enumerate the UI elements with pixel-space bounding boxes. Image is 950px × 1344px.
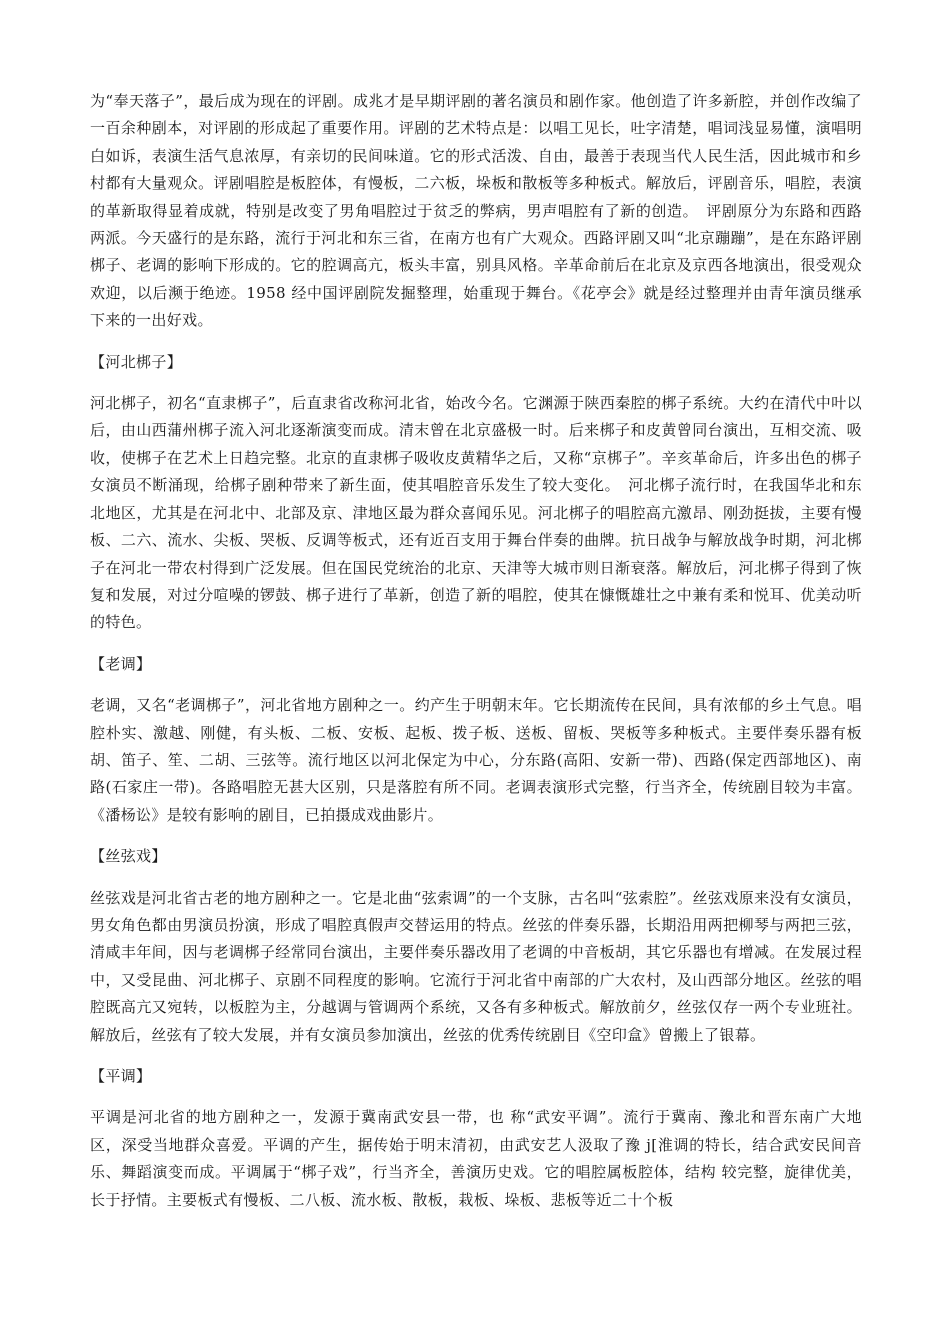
section-heading-pingdiao: 【平调】 [90,1067,152,1085]
paragraph-pingdiao: 平调是河北省的地方剧种之一，发源于冀南武安县一带，也 称“武安平调”。流行于冀南、豫北和晋东南广大地区，深受当地群众喜爱。平调的产生，据传始于明末清初，由武安艺人汲取了豫 j[淮调的特长，结合武安民间音乐、舞蹈演变而成。平调属于“梆子戏”，行当齐全，善演历史戏。它的唱腔属板腔体，结构 较完整，旋律优美，长于抒情。主要板式有慢板、二八板、流水板、散板，栽板、垛板、悲板等近二十个板 [90,1108,862,1209]
section-heading-hebei-bangzi: 【河北梆子】 [90,352,183,371]
paragraph-sixian: 丝弦戏是河北省古老的地方剧种之一。它是北曲“弦索调”的一个支脉，古名叫“弦索腔”。丝弦戏原来没有女演员，男女角色都由男演员扮演，形成了唱腔真假声交替运用的特点。丝弦的伴奏乐器，长期沿用两把柳琴与两把三弦，清咸丰年间，因与老调梆子经常同台演出，主要伴奏乐器改用了老调的中音板胡，其它乐器也有增减。在发展过程中，又受昆曲、河北梆子、京剧不同程度的影响。它流行于河北省中南部的广大农村，及山西部分地区。丝弦的唱腔既高亢又宛转，以板腔为主，分越调与管调两个系统，又各有多种板式。解放前夕，丝弦仅存一两个专业班社。解放后，丝弦有了较大发展，并有女演员参加演出，丝弦的优秀传统剧目《空印盒》曾搬上了银幕。 [90,888,862,1044]
paragraph-laodiao: 老调，又名“老调梆子”，河北省地方剧种之一。约产生于明朝末年。它长期流传在民间，具有浓郁的乡土气息。唱腔朴实、激越、刚健，有头板、二板、安板、起板、拨子板、送板、留板、哭板等多种板式。主要伴奏乐器有板胡、笛子、笙、二胡、三弦等。流行地区以河北保定为中心，分东路(高阳、安新一带)、西路(保定西部地区)、南路(石家庄一带)。各路唱腔无甚大区别，只是落腔有所不同。老调表演形式完整，行当齐全，传统剧目较为丰富。《潘杨讼》是较有影响的剧目，已拍摄成戏曲影片。 [90,696,862,824]
document-page [90,88,862,1214]
paragraph-hebei-bangzi: 河北梆子，初名“直隶梆子”，后直隶省改称河北省，始改今名。它渊源于陕西秦腔的梆子系统。大约在清代中叶以后，由山西蒲州梆子流入河北逐渐演变而成。清末曾在北京盛极一时。后来梆子和皮黄曾同台演出，互相交流、吸收，使梆子在艺术上日趋完整。北京的直隶梆子吸收皮黄精华之后，又称“京梆子”。辛亥革命后，许多出色的梆子女演员不断涌现，给梆子剧种带来了新生面，使其唱腔音乐发生了较大变化。 河北梆子流行时，在我国华北和东北地区，尤其是在河北中、北部及京、津地区最为群众喜闻乐见。河北梆子的唱腔高亢激昂、刚劲挺拔，主要有慢板、二六、流水、尖板、哭板、反调等板式，还有近百支用于舞台伴奏的曲牌。抗日战争与解放战争时期，河北梆子在河北一带农村得到广泛发展。但在国民党统治的北京、天津等大城市则日渐衰落。解放后，河北梆子得到了恢复和发展，对过分喧噪的锣鼓、梆子进行了革新，创造了新的唱腔，使其在慷慨雄壮之中兼有柔和悦耳、优美动听的特色。 [90,394,862,632]
section-heading-laodiao: 【老调】 [90,654,152,673]
paragraph-pingju: 为“奉天落子”，最后成为现在的评剧。成兆才是早期评剧的著名演员和剧作家。他创造了许多新腔，并创作改编了一百余种剧本，对评剧的形成起了重要作用。评剧的艺术特点是：以唱工见长，吐字清楚，唱词浅显易懂，演唱明 白如诉，表演生活气息浓厚，有亲切的民间味道。它的形式活泼、自由，最善于表现当代人民生活，因此城市和乡村都有大量观众。评剧唱腔是板腔体，有慢板，二六板，垛板和散板等多种板式。解放后，评剧音乐，唱腔，表演的革新取得显着成就，特别是改变了男角唱腔过于贫乏的弊病，男声唱腔有了新的创造。 评剧原分为东路和西路两派。今天盛行的是东路，流行于河北和东三省，在南方也有广大观众。西路评剧又叫“北京蹦蹦”，是在东路评剧梆子、老调的影响下形成的。它的腔调高亢，板头丰富，别具风格。辛革命前后在北京及京西各地演出，很受观众欢迎，以后濒于绝迹。1958 经中国评剧院发掘整理，始重现于舞台。《花亭会》就是经过整理并由青年演员继承下来的一出好戏。 [90,92,862,330]
section-heading-sixian: 【丝弦戏】 [90,847,167,866]
